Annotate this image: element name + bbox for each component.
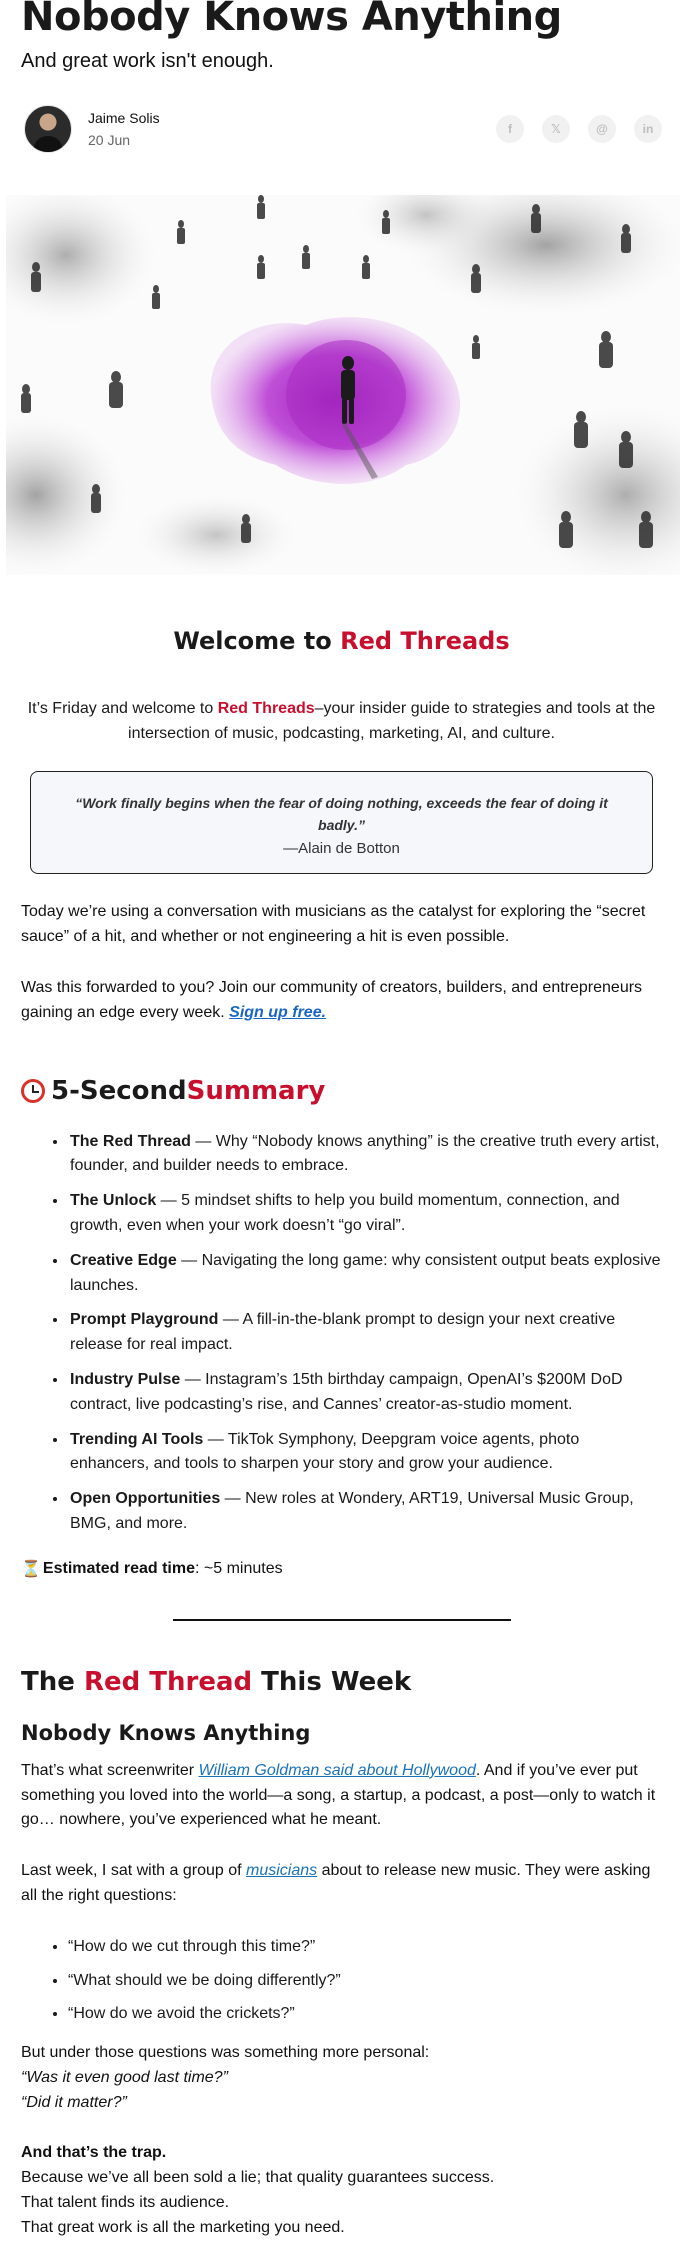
list-item — [68, 1487, 662, 1537]
summary-item-text: — Instagram’s 15th birthday campaign, OpenAI’s $200M DoD contract, live podcasting’s rise, and Cannes’ creator-as-studio moment. — [70, 1370, 623, 1413]
signup-link[interactable]: Sign up free. — [229, 1003, 327, 1021]
goldman-paragraph — [21, 1759, 662, 1833]
questions-list — [68, 1935, 662, 2027]
summary-item-label: Creative Edge — [70, 1251, 177, 1269]
red-thread-heading — [21, 1667, 662, 1697]
red-thread-subheading: Nobody Knows Anything — [21, 1720, 311, 1745]
summary-heading — [21, 1076, 662, 1106]
intro-after: –your insider guide to strategies and tools at the intersection of music, podcasting, marketing, AI, and culture. — [128, 700, 656, 742]
summary-item-text: — New roles at Wondery, ART19, Universal Music Group, BMG, and more. — [70, 1490, 634, 1532]
list-item — [68, 1130, 662, 1180]
summary-title-b: Summary — [186, 1075, 326, 1106]
linkedin-icon[interactable]: in — [634, 115, 662, 143]
goldman-link[interactable]: William Goldman said about Hollywood — [198, 1761, 476, 1779]
post-subtitle: And great work isn't enough. — [21, 50, 274, 72]
summary-item-text: — TikTok Symphony, Deepgram voice agents, photo enhancers, and tools to sharpen your story and grow your audience. — [70, 1430, 580, 1473]
personal-question-1: “Was it even good last time?” — [21, 2068, 228, 2086]
post-date: 20 Jun — [88, 132, 131, 148]
share-buttons — [496, 115, 662, 143]
byline — [21, 101, 662, 157]
signup-paragraph — [21, 976, 662, 1026]
summary-item-text: — Navigating the long game: why consistent output beats explosive launches. — [70, 1251, 661, 1294]
summary-item-label: The Unlock — [70, 1192, 157, 1210]
read-time-value: : ~5 minutes — [194, 1559, 283, 1577]
goldman-text-b: . And if you’ve ever put something you loved into the world—a song, a startup, a podcast, a post—only to watch it go… nowhere, you’ve experienced what he meant. — [21, 1761, 656, 1829]
red-thread-title-a: The — [21, 1666, 84, 1697]
personal-question-2: “Did it matter?” — [21, 2093, 127, 2111]
intro-before: It’s Friday and welcome to — [27, 700, 218, 717]
facebook-icon[interactable]: f — [496, 115, 524, 143]
author-name[interactable]: Jaime Solis — [88, 110, 160, 126]
intro-brand: Red Threads — [217, 700, 315, 717]
list-item — [68, 1428, 662, 1478]
lie-line-1: Because we’ve all been sold a lie; that quality guarantees success. — [21, 2169, 495, 2187]
musicians-text-a: Last week, I sat with a group of — [21, 1862, 247, 1880]
goldman-text-a: That’s what screenwriter — [21, 1761, 199, 1779]
summary-item-label: Industry Pulse — [70, 1370, 181, 1388]
quote-author: —Alain de Botton — [283, 840, 400, 858]
quote-block — [30, 771, 653, 875]
threads-icon[interactable]: @ — [588, 115, 616, 143]
musicians-text-b: about to release new music. They were asking all the right questions: — [21, 1862, 651, 1904]
musicians-paragraph — [21, 1859, 662, 1909]
summary-item-label: Prompt Playground — [70, 1311, 219, 1329]
summary-item-label: Open Opportunities — [70, 1490, 221, 1508]
lie-line-2: That talent finds its audience. — [21, 2194, 230, 2212]
trap-heading: And that’s the trap. — [21, 2144, 167, 2162]
list-item — [68, 1308, 662, 1358]
lie-line-3: That great work is all the marketing you need. — [21, 2218, 345, 2236]
list-item — [68, 1249, 662, 1299]
personal-text: But under those questions was something more personal: — [21, 2044, 430, 2062]
musicians-link[interactable]: musicians — [246, 1862, 318, 1880]
section-divider — [173, 1619, 511, 1621]
signup-text: Was this forwarded to you? Join our community of creators, builders, and entrepreneurs gaining an edge every week. — [21, 978, 643, 1021]
welcome-heading — [21, 627, 662, 655]
summary-item-text: — A fill-in-the-blank prompt to design your next creative release for real impact. — [70, 1311, 616, 1354]
red-thread-title-c: This Week — [252, 1666, 412, 1697]
post-title: Nobody Knows Anything — [21, 0, 562, 40]
hero-illustration — [6, 195, 680, 575]
trap-paragraph — [21, 2141, 662, 2240]
summary-item-label: Trending AI Tools — [70, 1430, 204, 1448]
read-time-label: Estimated read time — [42, 1559, 195, 1577]
intro-paragraph — [21, 697, 662, 747]
personal-paragraph — [21, 2041, 662, 2115]
summary-item-label: The Red Thread — [70, 1132, 191, 1150]
welcome-brand: Red Threads — [340, 627, 510, 655]
summary-item-text: — Why “Nobody knows anything” is the creative truth every artist, founder, and builder needs to embrace. — [70, 1132, 660, 1175]
alarm-clock-icon — [21, 1079, 45, 1103]
read-time — [21, 1559, 662, 1579]
list-item: • “How do we cut through this time?” — [68, 1935, 662, 1960]
x-icon[interactable]: 𝕏 — [542, 115, 570, 143]
summary-item-text: — 5 mindset shifts to help you build momentum, connection, and growth, even when your work doesn’t “go viral”. — [70, 1192, 620, 1234]
red-thread-title-b: Red Thread — [83, 1666, 253, 1697]
hourglass-icon: ⏳ — [21, 1560, 41, 1578]
intro-context-paragraph: Today we’re using a conversation with musicians as the catalyst for exploring the “secret sauce” of a hit, and whether or not engineering a hit is even possible. — [21, 903, 646, 946]
author-info — [88, 110, 160, 148]
list-item — [68, 1189, 662, 1239]
quote-text: “Work finally begins when the fear of doing nothing, exceeds the fear of doing it badly.” — [75, 794, 608, 833]
list-item: • “What should we be doing differently?” — [68, 1969, 662, 1994]
summary-list — [68, 1130, 662, 1537]
summary-title-a: 5-Second — [51, 1075, 187, 1106]
list-item — [68, 1368, 662, 1418]
author-avatar[interactable] — [24, 105, 72, 153]
welcome-prefix: Welcome to — [173, 627, 341, 655]
list-item: • “How do we avoid the crickets?” — [68, 2002, 662, 2027]
